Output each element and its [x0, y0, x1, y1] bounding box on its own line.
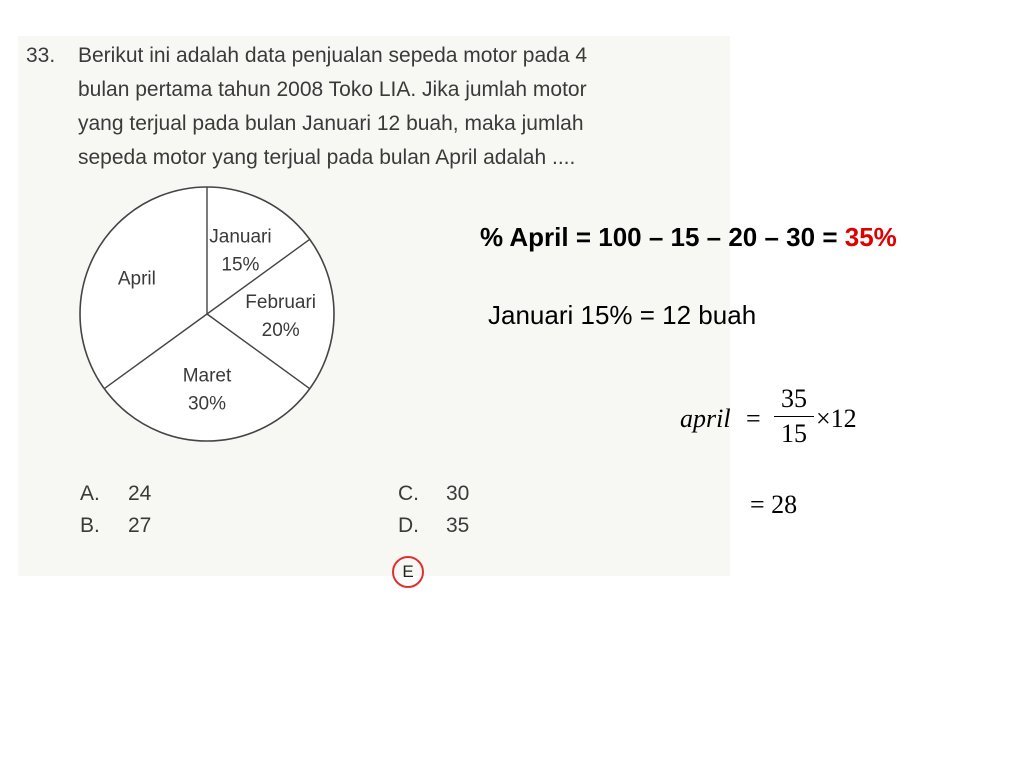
fraction-numerator: 35: [781, 384, 807, 413]
pie-chart: [70, 180, 340, 450]
choice-b[interactable]: [80, 514, 151, 538]
choice-a[interactable]: [80, 482, 151, 506]
januari-equivalence: Januari 15% = 12 buah: [488, 300, 757, 330]
fraction-bar: [774, 416, 814, 417]
slice-value-maret: 30%: [187, 393, 227, 415]
choice-letter: A.: [80, 482, 100, 505]
answer-circle: E: [392, 556, 424, 588]
choice-letter: B.: [80, 514, 100, 537]
math-variable: april: [680, 404, 731, 433]
slice-label-januari: Januari: [209, 226, 272, 248]
math-fraction: [774, 384, 814, 449]
question-line: bulan pertama tahun 2008 Toko LIA. Jika jumlah motor: [78, 78, 587, 101]
slice-label-maret: Maret: [182, 365, 232, 387]
formula-text: % April = 100 – 15 – 20 – 30 =: [480, 222, 845, 252]
math-result: = 28: [750, 490, 798, 519]
question-number: 33.: [26, 44, 56, 67]
slice-label-april: April: [117, 268, 156, 290]
question-line: Berikut ini adalah data penjualan sepeda motor pada 4: [78, 44, 588, 67]
choice-value: 27: [128, 514, 152, 537]
choice-value: 35: [446, 514, 470, 537]
question-line: sepeda motor yang terjual pada bulan April adalah ....: [78, 146, 576, 169]
math-multiplier: ×12: [816, 404, 857, 433]
choice-letter: D.: [398, 514, 419, 537]
choice-value: 24: [128, 482, 152, 505]
fraction-denominator: 15: [781, 419, 807, 448]
formula-result: 35%: [844, 222, 897, 252]
choice-value: 30: [446, 482, 470, 505]
question-line: yang terjual pada bulan Januari 12 buah, maka jumlah: [78, 112, 584, 135]
slice-value-februari: 20%: [261, 320, 300, 341]
choice-letter: C.: [398, 482, 419, 505]
slice-value-januari: 15%: [221, 254, 260, 276]
choice-d[interactable]: [398, 514, 469, 538]
choice-c[interactable]: [398, 482, 469, 506]
slice-label-februari: Februari: [245, 292, 317, 313]
math-equals: =: [746, 404, 761, 433]
april-percent-formula: [480, 222, 897, 253]
